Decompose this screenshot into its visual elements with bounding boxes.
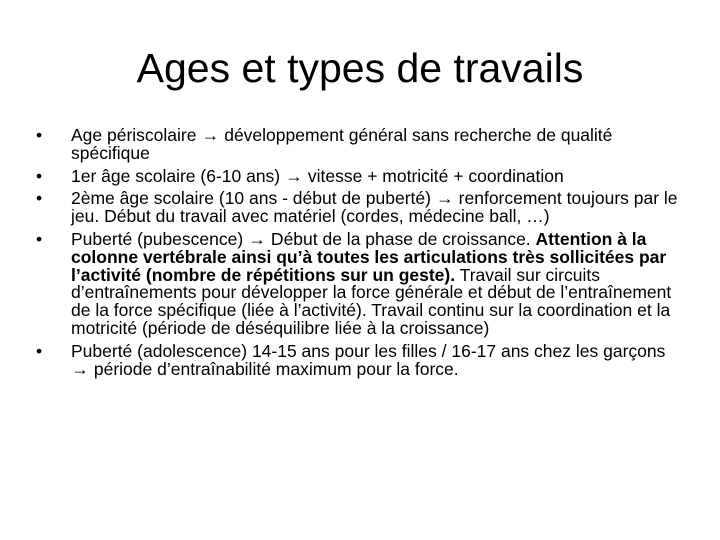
bullet-text: vitesse + motricité + coordination xyxy=(303,165,564,186)
bullet-text: 2ème âge scolaire (10 ans - début de puberté) xyxy=(71,188,436,209)
right-arrow-icon: → xyxy=(248,228,266,249)
bullet-list xyxy=(36,127,684,383)
bullet-dot: • xyxy=(36,228,43,249)
right-arrow-icon: → xyxy=(285,165,303,186)
bullet-text: développement général sans recherche de qualité spécifique xyxy=(71,125,613,163)
bullet-item-pubescence xyxy=(36,228,684,338)
bullet-dot: • xyxy=(36,188,43,209)
bullet-item-2eme-age xyxy=(36,190,684,226)
bullet-text: période d’entraînabilité maximum pour la force. xyxy=(89,358,459,379)
bullet-text: Puberté (pubescence) xyxy=(71,228,249,249)
bullet-dot: • xyxy=(36,165,43,186)
bullet-dot: • xyxy=(36,340,43,361)
bullet-text: renforcement toujours par le jeu. Début du travail avec matériel (cordes, médecine ball, …) xyxy=(71,188,678,227)
bullet-item-adolescence xyxy=(36,340,684,379)
bullet-dot: • xyxy=(36,125,43,145)
bullet-bold-text: Attention à la colonne vertébrale ainsi qu’à toutes les articulations très sollicitées par l’activité (nombre de répétitions sur un geste). xyxy=(71,228,667,285)
bullet-text: Puberté (adolescence) 14-15 ans pour les filles / 16-17 ans chez les garçons xyxy=(71,340,666,361)
bullet-text: Age périscolaire xyxy=(71,125,202,145)
bullet-item-periscolaire xyxy=(36,127,684,163)
bullet-item-1er-age xyxy=(36,165,684,186)
slide-title: Ages et types de travails xyxy=(136,45,584,91)
bullet-text: 1er âge scolaire (6-10 ans) xyxy=(71,165,285,186)
bullet-text: Travail sur circuits d’entraînements pour développer la force générale et début de l’entraînement de la force spécifique (liée à l’activité). Travail continu sur la coordination et la motricité (période de déséquilibre liée à la croissance) xyxy=(71,264,672,338)
bullet-text: Début de la phase de croissance. xyxy=(266,228,536,249)
right-arrow-icon: → xyxy=(436,188,454,209)
right-arrow-icon: → xyxy=(201,125,220,145)
right-arrow-icon: → xyxy=(71,358,89,379)
